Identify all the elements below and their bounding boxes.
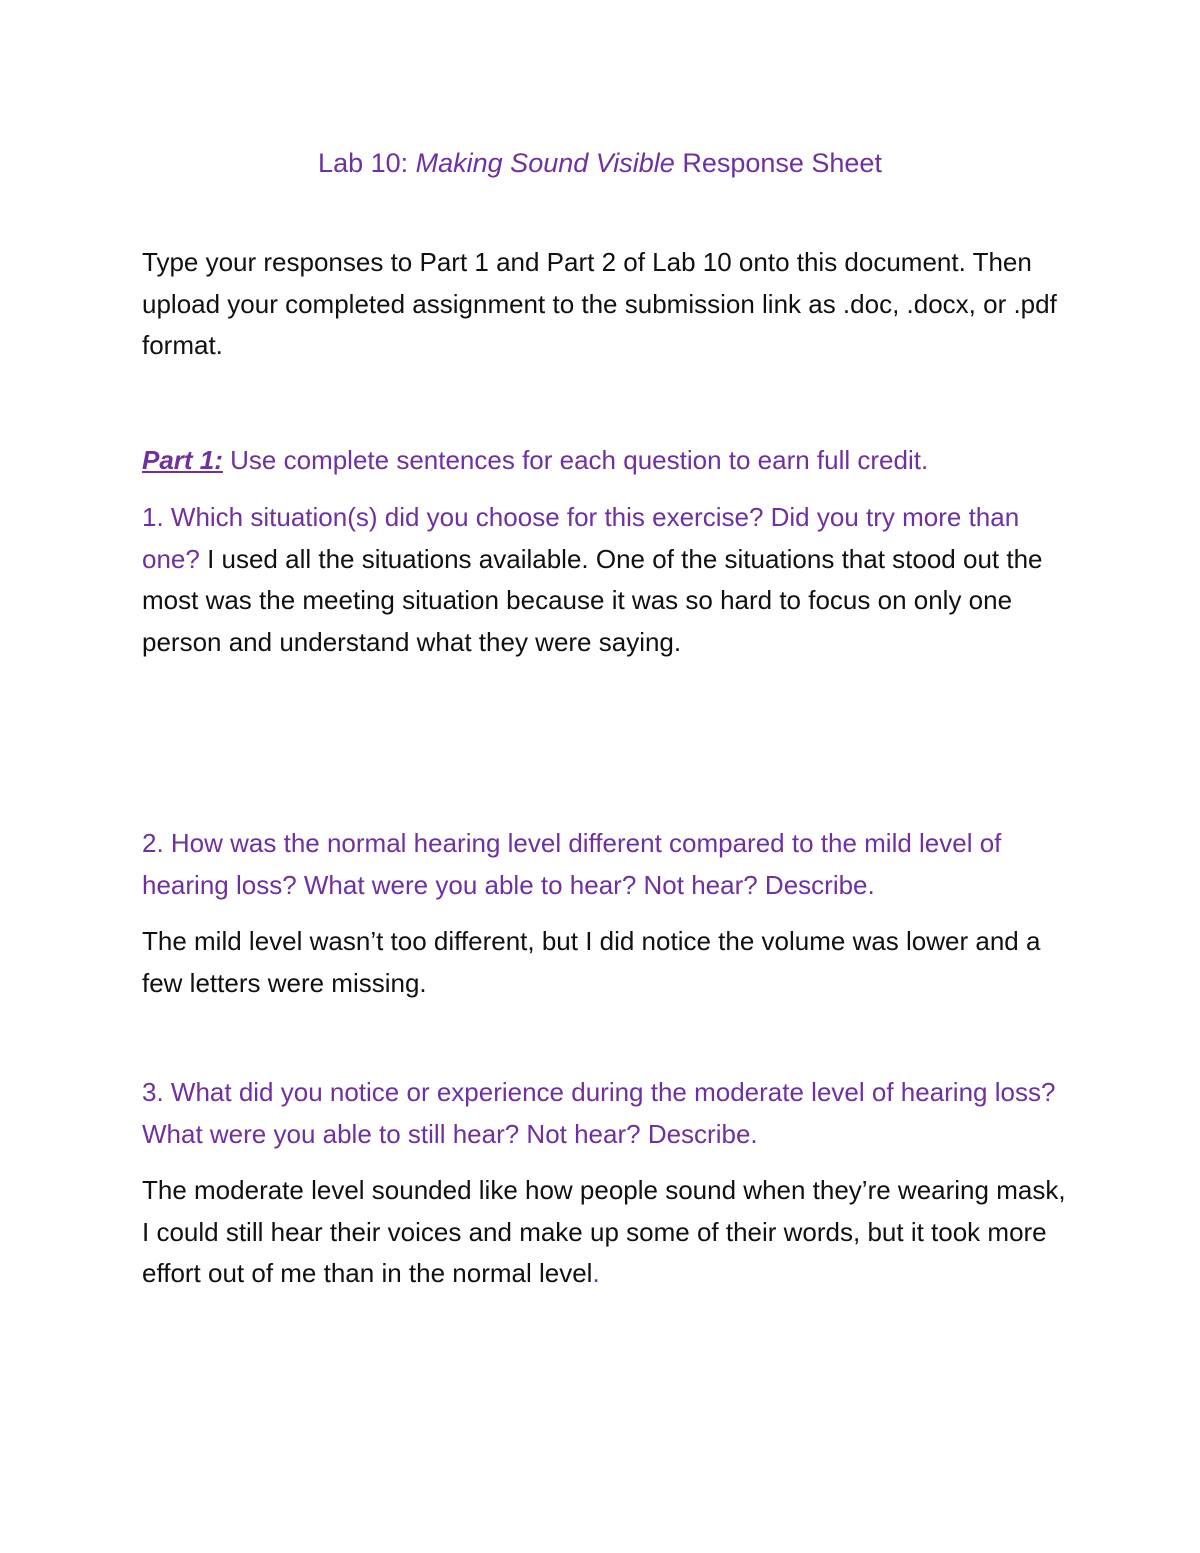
question-2-prompt: 2. How was the normal hearing level different compared to the mild level of hearing loss? What were you able to hear? Not hear? Describe. xyxy=(142,828,1002,900)
question-1-prompt: 1. Which situation(s) did you choose for this exercise? Did you try more than one? xyxy=(142,502,1020,574)
question-3-prompt: 3. What did you notice or experience during the moderate level of hearing loss? What were you able to still hear? Not hear? Describe. xyxy=(142,1077,1056,1149)
title-suffix: Response Sheet xyxy=(674,148,882,178)
question-1 xyxy=(142,497,1072,663)
part1-instruction: Use complete sentences for each question to earn full credit. xyxy=(222,445,929,475)
title-italic: Making Sound Visible xyxy=(415,148,675,178)
part1-heading xyxy=(142,440,1072,482)
title-prefix: Lab 10: xyxy=(318,148,416,178)
question-1-answer: I used all the situations available. One of the situations that stood out the most was the meeting situation because it was so hard to focus on only one person and understand what they were saying. xyxy=(142,543,1043,657)
part1-label: Part 1: xyxy=(142,445,223,475)
page-title xyxy=(0,144,1200,182)
question-3-answer-block xyxy=(142,1170,1072,1295)
intro-paragraph: Type your responses to Part 1 and Part 2 of Lab 10 onto this document. Then upload your completed assignment to the submission link as .doc, .docx, or .pdf format. xyxy=(142,247,1057,360)
question-3-answer: The moderate level sounded like how people sound when they’re wearing mask, I could still hear their voices and make up some of their words, but it took more effort out of me than in the normal level xyxy=(142,1175,1066,1288)
question-2-answer: The mild level wasn’t too different, but I did notice the volume was lower and a few letters were missing. xyxy=(142,926,1041,998)
question-3-answer-end: . xyxy=(592,1258,600,1288)
